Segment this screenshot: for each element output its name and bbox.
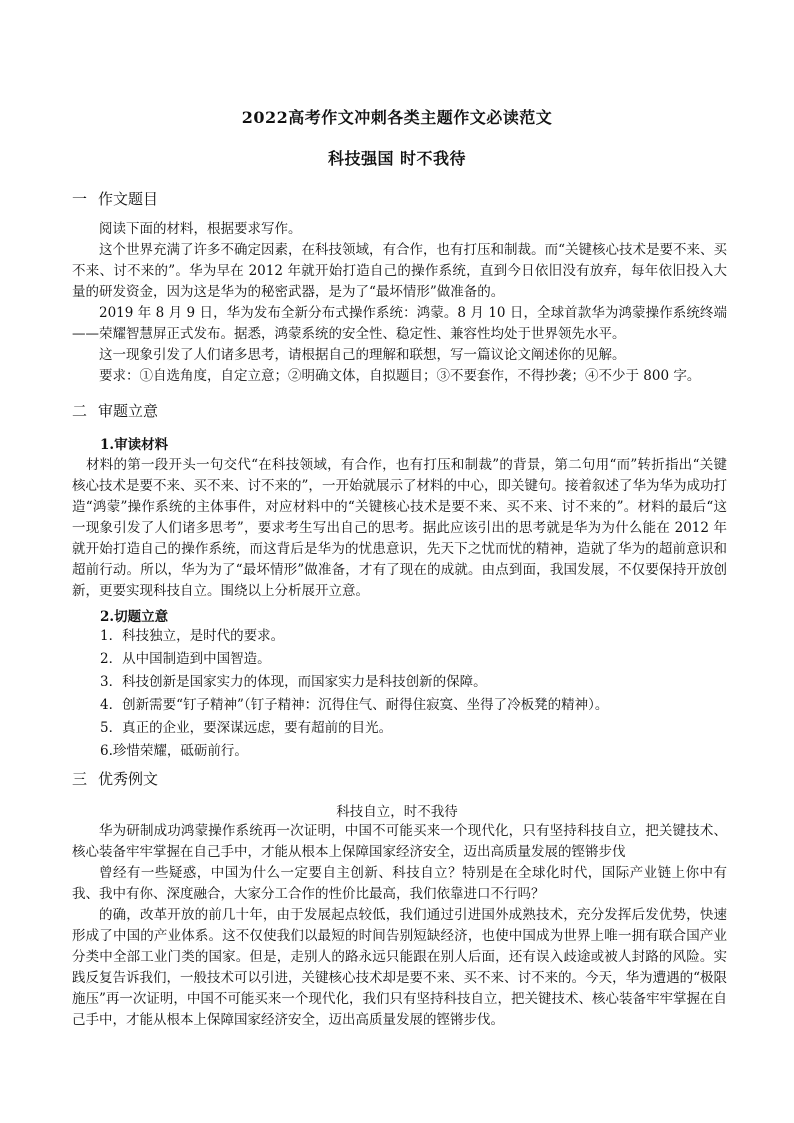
section-heading-analysis	[72, 400, 158, 422]
section-number: 一	[72, 190, 88, 208]
section-label: 作文题目	[98, 190, 159, 208]
section-number: 二	[72, 402, 88, 420]
section-heading-topic	[72, 188, 158, 210]
essay-paragraph-3: 的确，改革开放的前几十年，由于发展起点较低，我们通过引进国外成熟技术，充分发挥后发优势，快速形成了中国的产业体系。这不仅使我们以最短的时间告别短缺经济，也使中国成为世界上唯一拥有联合国产业分类中全部工业门类的国家。但是，走别人的路永远只能跟在别人后面，还有误入歧途或被人封路的风险。实践反复告诉我们，一般技术可以引进，关键核心技术却是要不来、买不来、讨不来的。今天，华为遭遇的“极限施压”再一次证明，中国不可能买来一个现代化，我们只有坚持科技自立，把关键技术、核心装备牢牢掌握在自己手中，才能从根本上保障国家经济安全，迈出高质量发展的铿锵步伐。	[72, 907, 727, 1028]
topic-paragraph-2: 这个世界充满了许多不确定因素，在科技领域，有合作，也有打压和制裁。而“关键核心技术是要不来、买不来、讨不来的”。华为早在 2012 年就开始打造自己的操作系统，直到今日依旧没有放弃，每年依旧投入大量的研发资金，因为这是华为的秘密武器，是为了“最坏情形”做准备的。	[72, 242, 727, 300]
topic-paragraph-3: 2019 年 8 月 9 日，华为发布全新分布式操作系统：鸿蒙。8 月 10 日，全球首款华为鸿蒙操作系统终端——荣耀智慧屏正式发布。据悉，鸿蒙系统的安全性、稳定性、兼容性均处于世界领先水平。	[72, 305, 727, 342]
point-item: 4．创新需要“钉子精神”（钉子精神：沉得住气、耐得住寂寞、坐得了冷板凳的精神）。	[100, 697, 609, 713]
document-subtitle: 科技强国 时不我待	[327, 149, 467, 168]
topic-paragraph-1: 阅读下面的材料，根据要求写作。	[99, 221, 302, 237]
analysis-subheading-1: 1.审读材料	[100, 437, 169, 453]
essay-title: 科技自立，时不我待	[336, 804, 458, 820]
essay-paragraph-1: 华为研制成功鸿蒙操作系统再一次证明，中国不可能买来一个现代化，只有坚持科技自立，把关键技术、核心装备牢牢掌握在自己手中，才能从根本上保障国家经济安全，迈出高质量发展的铿锵步伐	[72, 823, 727, 860]
section-label: 审题立意	[98, 402, 159, 420]
document-title: 2022高考作文冲刺各类主题作文必读范文	[241, 108, 553, 127]
analysis-subheading-2: 2.切题立意	[100, 609, 169, 625]
point-item: 2．从中国制造到中国智造。	[100, 651, 271, 667]
essay-paragraph-2: 曾经有一些疑惑，中国为什么一定要自主创新、科技自立？特别是在全球化时代，国际产业链上你中有我、我中有你、深度融合，大家分工合作的性价比最高，我们依靠进口不行吗？	[72, 865, 727, 902]
analysis-paragraph: 材料的第一段开头一句交代“在科技领域，有合作，也有打压和制裁”的背景，第二句用“而”转折指出“关键核心技术是要不来、买不来、讨不来的”，一开始就展示了材料的中心，即关键句。接着叙述了华为华为成功打造“鸿蒙”操作系统的主体事件，对应材料中的“关键核心技术是要不来、买不来、讨不来的”。材料的最后“这一现象引发了人们诸多思考”，要求考生写出自己的思考。据此应该引出的思考就是华为为什么能在 2012 年就开始打造自己的操作系统，而这背后是华为的忧患意识，先天下之忧而忧的精神，造就了华为的超前意识和超前行动。所以，华为为了“最坏情形”做准备，才有了现在的成就。由点到面，我国发展，不仅要保持开放创新，更要实现科技自立。围绕以上分析展开立意。	[72, 457, 727, 599]
topic-requirements: 要求：①自选角度，自定立意；②明确文体，自拟题目；③不要套作，不得抄袭；④不少于 800 字。	[99, 368, 701, 384]
point-item: 3．科技创新是国家实力的体现，而国家实力是科技创新的保障。	[100, 674, 487, 690]
point-item: 1．科技独立，是时代的要求。	[100, 628, 285, 644]
point-item: 6.珍惜荣耀，砥砺前行。	[100, 743, 248, 759]
topic-paragraph-4: 这一现象引发了人们诸多思考，请根据自己的理解和联想，写一篇议论文阐述你的见解。	[99, 347, 626, 363]
section-heading-essay	[72, 768, 158, 790]
section-number: 三	[72, 770, 88, 788]
point-item: 5．真正的企业，要深谋远虑，要有超前的目光。	[100, 720, 393, 736]
section-label: 优秀例文	[98, 770, 159, 788]
